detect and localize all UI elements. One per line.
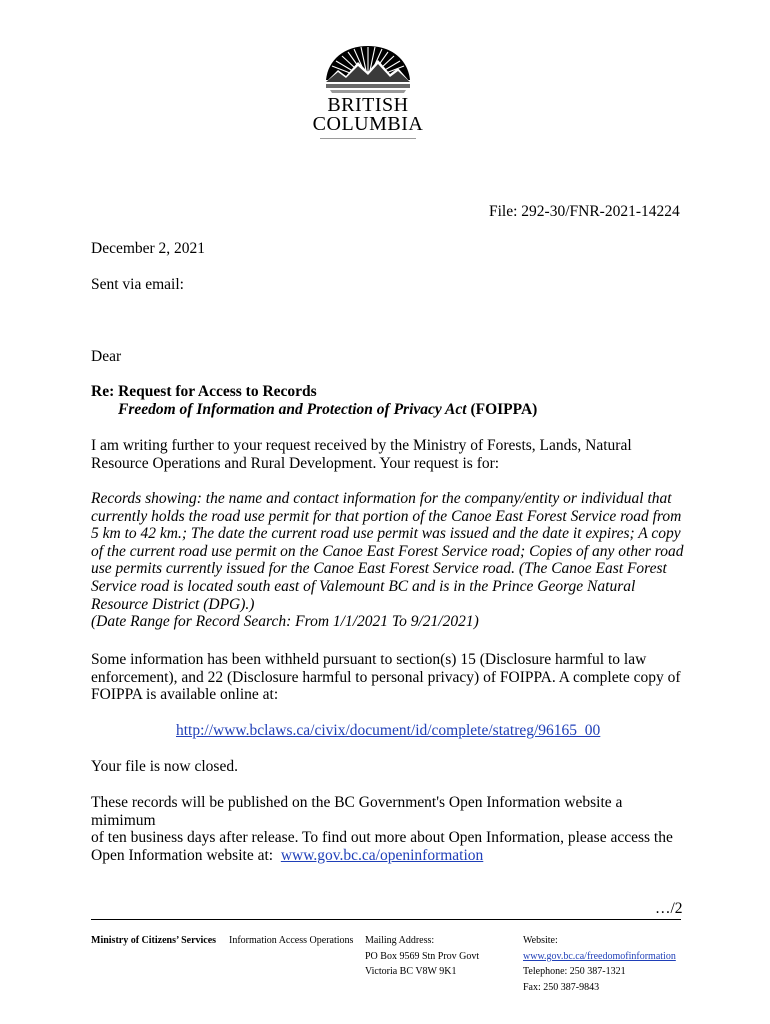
footer-ministry: Ministry of Citizens’ Services (91, 935, 217, 946)
mailing-line: PO Box 9569 Stn Prov Govt (365, 950, 480, 962)
publish-line: of ten business days after release. To find out more about Open Information, please access the (91, 829, 673, 847)
bc-logo (310, 44, 426, 139)
file-closed-line: Your file is now closed. (91, 758, 238, 775)
publish-line: These records will be published on the BC Government's Open Information website a mimimum (91, 794, 623, 829)
request-line: 5 km to 42 km.; The date the current road use permit was issued and the date it expires; A copy (91, 525, 681, 543)
intro-line: Resource Operations and Rural Development. Your request is for: (91, 454, 500, 472)
act-name: Freedom of Information and Protection of Privacy Act (118, 401, 467, 418)
mailing-label: Mailing Address: (365, 935, 435, 946)
date-range-line: (Date Range for Record Search: From 1/1/2021 To 9/21/2021) (91, 613, 479, 631)
logo-wordmark-columbia: COLUMBIA (312, 113, 424, 135)
request-line: of the current road use permit on the Canoe East Forest Service road; Copies of any other road (91, 542, 684, 560)
re-act-line (118, 401, 537, 419)
request-line: currently holds the road use permit for that portion of the Canoe East Forest Service road from (91, 507, 682, 525)
open-information-link[interactable]: www.gov.bc.ca/openinformation (280, 846, 484, 864)
request-line: Resource District (DPG).) (91, 595, 255, 613)
file-reference: File: 292-30/FNR-2021-14224 (489, 203, 680, 220)
publish-line-last (91, 847, 686, 865)
sent-via-line: Sent via email: (91, 276, 184, 293)
act-abbrev: (FOIPPA) (466, 401, 538, 418)
website-label: Website: (523, 935, 558, 946)
publish-paragraph (91, 794, 686, 864)
footer-mailing (365, 933, 479, 980)
mailing-line: Victoria BC V8W 9K1 (365, 966, 457, 978)
logo-wordmark-british: BRITISH (327, 94, 409, 116)
withheld-line: enforcement), and 22 (Disclosure harmful to personal privacy) of FOIPPA. A complete copy of (91, 668, 681, 686)
footer-contact (523, 933, 676, 995)
re-subject: Re: Request for Access to Records (91, 383, 317, 400)
footer-divider (91, 919, 681, 920)
request-line: use permits currently issued for the Canoe East Forest Service road. (The Canoe East Forest (91, 560, 667, 578)
request-text (91, 490, 691, 631)
intro-line: I am writing further to your request received by the Ministry of Forests, Lands, Natural (91, 437, 632, 454)
withheld-line: Some information has been withheld pursuant to section(s) 15 (Disclosure harmful to law (91, 651, 647, 668)
page-continuation-marker: …/2 (655, 900, 683, 917)
logo-underline (320, 138, 416, 139)
request-line: Records showing: the name and contact information for the company/entity or individual that (91, 490, 672, 507)
foippa-link[interactable]: http://www.bclaws.ca/civix/document/id/complete/statreg/96165_00 (176, 722, 601, 739)
fax: Fax: 250 387-9843 (523, 981, 600, 993)
salutation: Dear (91, 348, 122, 365)
bc-government-sun-mountains-logo-icon (324, 44, 412, 96)
withheld-line: FOIPPA is available online at: (91, 686, 279, 704)
intro-paragraph (91, 437, 686, 472)
letter-date: December 2, 2021 (91, 240, 206, 257)
withheld-paragraph (91, 651, 686, 704)
website-link[interactable]: www.gov.bc.ca/freedomofinformation (523, 950, 676, 962)
publish-prefix: Open Information website at: (91, 846, 281, 864)
footer-division: Information Access Operations (229, 935, 354, 946)
telephone: Telephone: 250 387-1321 (523, 966, 626, 978)
request-line: Service road is located south east of Valemount BC and is in the Prince George Natural (91, 577, 636, 595)
